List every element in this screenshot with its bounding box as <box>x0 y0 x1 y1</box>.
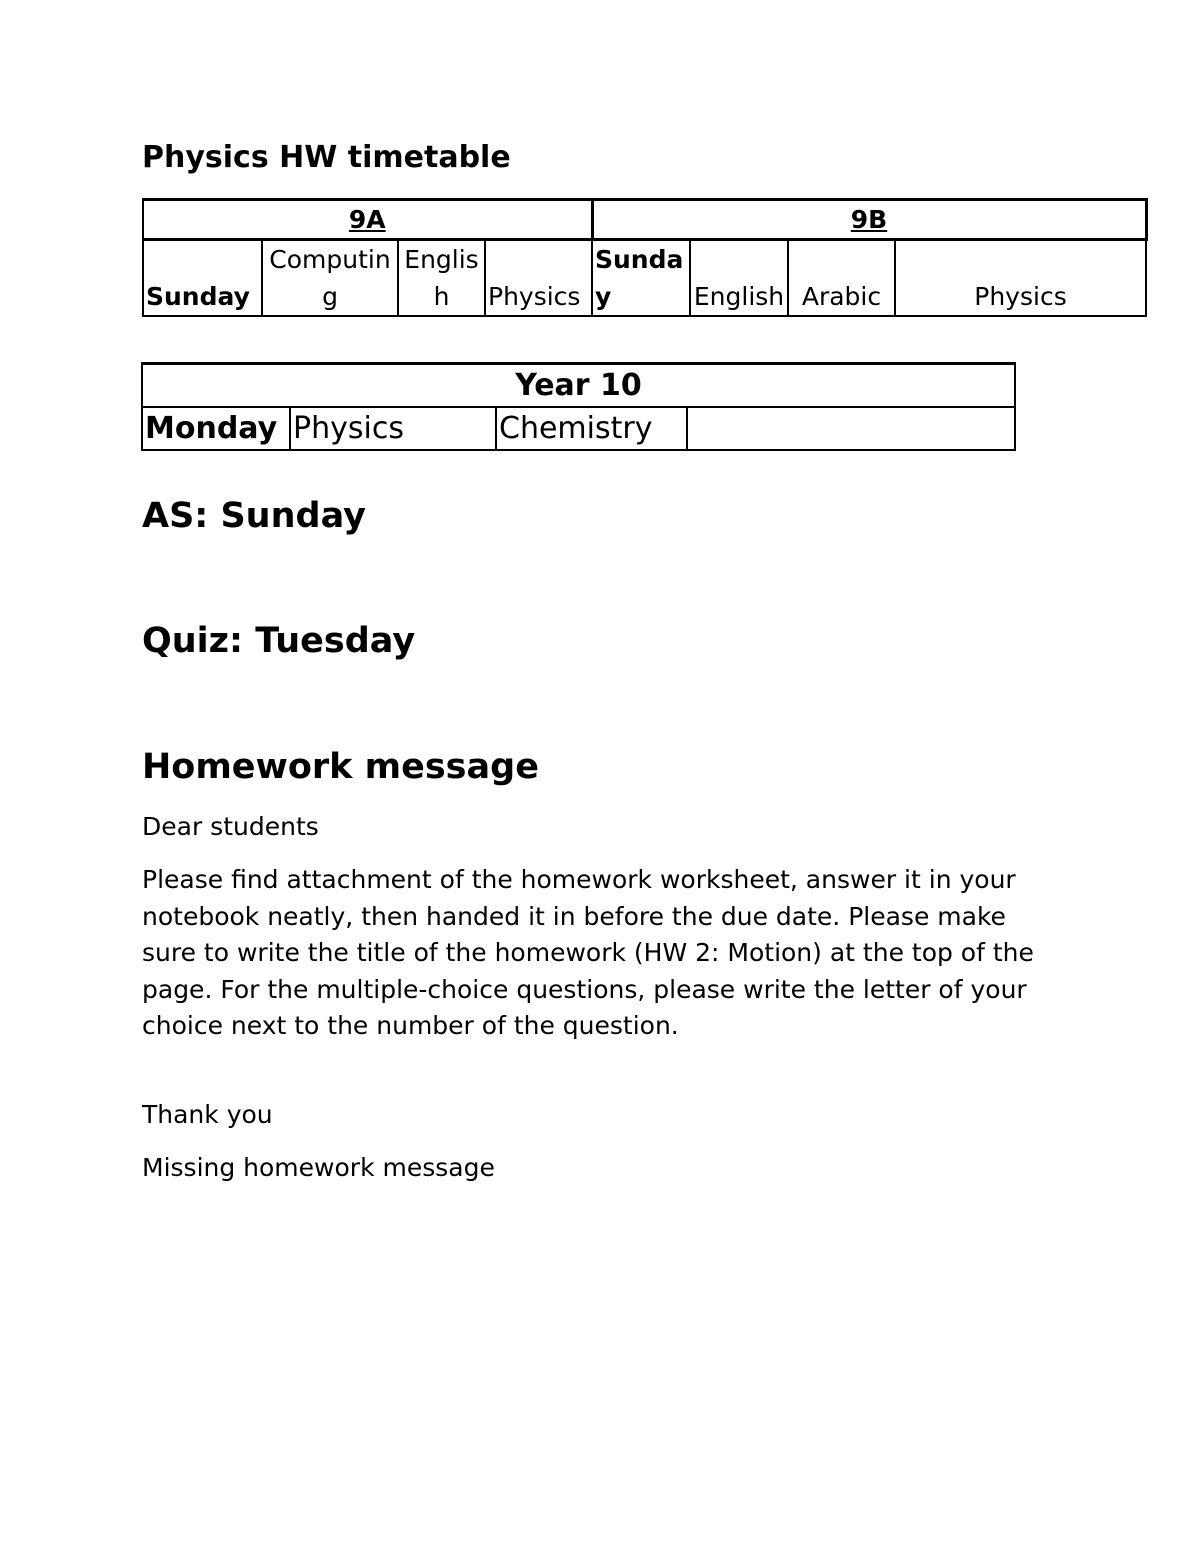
subject-cell: Chemistry <box>496 407 687 450</box>
subject-cell: English <box>398 240 485 317</box>
group-header-9a: 9A <box>143 200 592 240</box>
greeting: Dear students <box>142 812 319 841</box>
subject-cell: Computing <box>262 240 398 317</box>
day-cell-9b: Sunday <box>592 240 690 317</box>
subject-cell: English <box>690 240 788 317</box>
year-10-timetable <box>141 362 1016 451</box>
subject-cell: Physics <box>290 407 496 450</box>
subject-cell: Physics <box>895 240 1146 317</box>
empty-cell <box>687 407 1015 450</box>
closing: Thank you <box>142 1100 273 1129</box>
homework-body: Please find attachment of the homework worksheet, answer it in your notebook neatly, then handed it in before the due date. Please make sure to write the title of the homework (HW 2: Motion) at the top of the page. For the multiple-choice questions, please write the letter of your choice next to the number of the question. <box>142 865 1034 1041</box>
as-day-heading: AS: Sunday <box>142 496 366 536</box>
day-cell-9a: Sunday <box>143 240 262 317</box>
homework-message-heading: Homework message <box>142 747 539 787</box>
day-cell-year-10: Monday <box>142 407 290 450</box>
subject-cell: Arabic <box>788 240 895 317</box>
class-9-timetable <box>142 198 1148 317</box>
year-10-header: Year 10 <box>142 364 1015 408</box>
quiz-day-heading: Quiz: Tuesday <box>142 621 416 661</box>
missing-homework-message: Missing homework message <box>142 1153 495 1182</box>
group-header-9b: 9B <box>592 200 1146 240</box>
subject-cell: Physics <box>485 240 592 317</box>
document-title: Physics HW timetable <box>142 140 511 175</box>
